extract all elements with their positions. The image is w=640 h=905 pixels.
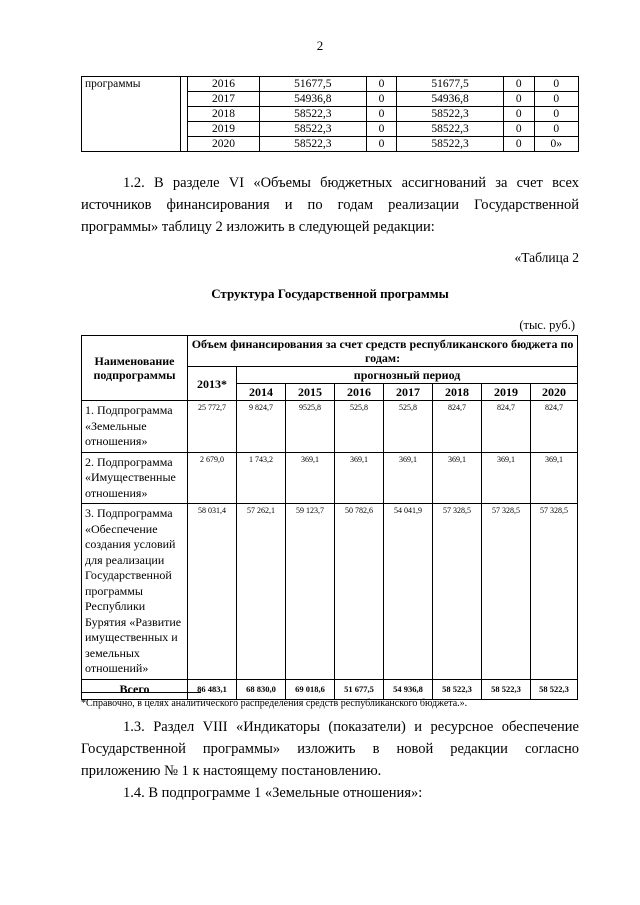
total-value: 51 677,5: [335, 679, 384, 700]
funding-value: 824,7: [482, 401, 531, 453]
continuation-gap: [181, 77, 188, 152]
continuation-value: 58522,3: [397, 137, 504, 152]
program-structure-table: [81, 335, 578, 700]
continuation-value: 58522,3: [260, 137, 367, 152]
header-subprogram-name: Наименование подпрограммы: [82, 336, 188, 401]
funding-value: 57 262,1: [237, 504, 286, 680]
funding-value: 369,1: [384, 452, 433, 504]
funding-value: 57 328,5: [433, 504, 482, 680]
continuation-year: 2020: [188, 137, 260, 152]
funding-value: 59 123,7: [286, 504, 335, 680]
continuation-value: 58522,3: [397, 107, 504, 122]
continuation-value: 58522,3: [397, 122, 504, 137]
paragraph-1-2: 1.2. В разделе VI «Объемы бюджетных ассигнований за счет всех источников финансирования и по годам реализации Государственной программы» таблицу 2 изложить в следующей редакции:: [81, 175, 579, 235]
header-forecast-period: прогнозный период: [237, 367, 578, 384]
total-value: 68 830,0: [237, 679, 286, 700]
continuation-value: 0: [366, 107, 397, 122]
continuation-value: 54936,8: [397, 92, 504, 107]
continuation-value: 0: [503, 137, 534, 152]
funding-value: 824,7: [433, 401, 482, 453]
paragraph-1-3: 1.3. Раздел VIII «Индикаторы (показатели) и ресурсное обеспечение Государственной программы» изложить в новой редакции согласно приложению № 1 к настоящему постановлению.: [81, 719, 579, 779]
continuation-value: 0: [534, 107, 579, 122]
total-value: 58 522,3: [531, 679, 578, 700]
funding-value: 369,1: [335, 452, 384, 504]
continuation-value: 0: [503, 92, 534, 107]
continuation-value: 0: [503, 77, 534, 92]
units-label: (тыс. руб.): [519, 318, 575, 332]
funding-value: 57 328,5: [531, 504, 578, 680]
subprogram-row: [82, 401, 578, 453]
continuation-value: 0: [503, 107, 534, 122]
continuation-label: программы: [82, 77, 181, 152]
funding-value: 9 824,7: [237, 401, 286, 453]
subprogram-name: 3. Подпрограмма «Обеспечение создания условий для реализации Государственной программы Республики Бурятия «Развитие имущественных и земельных отношений»: [82, 504, 188, 680]
subprogram-row: [82, 452, 578, 504]
funding-value: 57 328,5: [482, 504, 531, 680]
header-year: 2020: [531, 384, 578, 401]
header-year: 2017: [384, 384, 433, 401]
total-value: 58 522,3: [433, 679, 482, 700]
continuation-year: 2017: [188, 92, 260, 107]
subprogram-row: [82, 504, 578, 680]
paragraph-1-4: 1.4. В подпрограмме 1 «Земельные отношения»:: [123, 785, 423, 801]
funding-value: 2 679,0: [188, 452, 237, 504]
funding-value: 50 782,6: [335, 504, 384, 680]
funding-value: 369,1: [433, 452, 482, 504]
funding-value: 54 041,9: [384, 504, 433, 680]
funding-value: 1 743,2: [237, 452, 286, 504]
header-year-2013: 2013*: [188, 367, 237, 401]
header-year: 2018: [433, 384, 482, 401]
continuation-year: 2016: [188, 77, 260, 92]
continuation-table: [81, 76, 579, 152]
header-year: 2015: [286, 384, 335, 401]
header-year: 2019: [482, 384, 531, 401]
total-row: [82, 679, 578, 700]
continuation-value: 51677,5: [260, 77, 367, 92]
subprogram-name: 1. Подпрограмма «Земельные отношения»: [82, 401, 188, 453]
funding-value: 369,1: [286, 452, 335, 504]
continuation-value: 58522,3: [260, 122, 367, 137]
continuation-year: 2019: [188, 122, 260, 137]
page-number: 2: [316, 38, 324, 53]
table-caption: «Таблица 2: [514, 250, 579, 265]
continuation-value: 51677,5: [397, 77, 504, 92]
continuation-value: 0: [366, 122, 397, 137]
continuation-row: [82, 77, 579, 92]
funding-value: 369,1: [531, 452, 578, 504]
total-value: 54 936,8: [384, 679, 433, 700]
subprogram-name: 2. Подпрограмма «Имущественные отношения»: [82, 452, 188, 504]
continuation-value: 0: [534, 92, 579, 107]
continuation-year: 2018: [188, 107, 260, 122]
total-label: Всего: [82, 679, 188, 700]
header-year: 2014: [237, 384, 286, 401]
continuation-value: 54936,8: [260, 92, 367, 107]
funding-value: 525,8: [384, 401, 433, 453]
continuation-value: 58522,3: [260, 107, 367, 122]
continuation-value: 0: [366, 137, 397, 152]
header-funding: Объем финансирования за счет средств республиканского бюджета по годам:: [188, 336, 578, 367]
funding-value: 525,8: [335, 401, 384, 453]
funding-value: 369,1: [482, 452, 531, 504]
continuation-value: 0»: [534, 137, 579, 152]
funding-value: 25 772,7: [188, 401, 237, 453]
header-year: 2016: [335, 384, 384, 401]
continuation-value: 0: [503, 122, 534, 137]
footnote-divider: [81, 692, 201, 693]
total-value: 58 522,3: [482, 679, 531, 700]
continuation-value: 0: [534, 122, 579, 137]
funding-value: 58 031,4: [188, 504, 237, 680]
footnote: *Справочно, в целях аналитического распределения средств республиканского бюджета.».: [81, 698, 468, 709]
continuation-value: 0: [366, 77, 397, 92]
total-value: 86 483,1: [188, 679, 237, 700]
total-value: 69 018,6: [286, 679, 335, 700]
funding-value: 824,7: [531, 401, 578, 453]
table-title: Структура Государственной программы: [211, 286, 449, 301]
funding-value: 9525,8: [286, 401, 335, 453]
continuation-value: 0: [366, 92, 397, 107]
continuation-value: 0: [534, 77, 579, 92]
